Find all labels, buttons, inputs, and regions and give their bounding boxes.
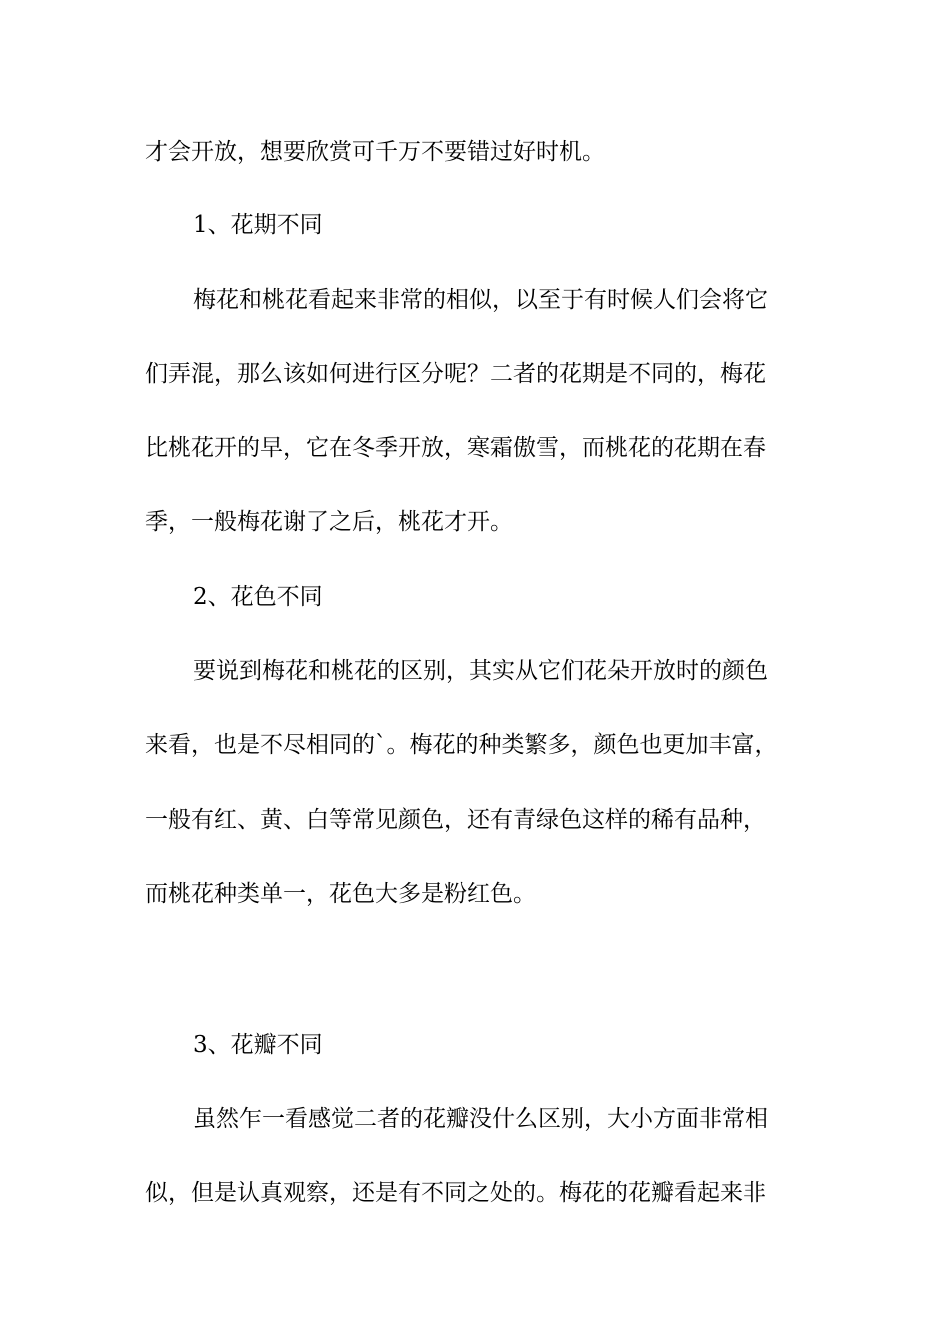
- section-heading-flowering-period: 1、花期不同: [193, 212, 323, 238]
- section-heading-petals: 3、花瓣不同: [193, 1032, 323, 1058]
- paragraph-line: 而桃花种类单一，花色大多是粉红色。: [145, 881, 536, 907]
- paragraph-line: 似，但是认真观察，还是有不同之处的。梅花的花瓣看起来非: [145, 1180, 766, 1206]
- paragraph-line: 来看，也是不尽相同的`。梅花的种类繁多，颜色也更加丰富，: [145, 732, 778, 758]
- paragraph-line: 们弄混，那么该如何进行区分呢？二者的花期是不同的，梅花: [145, 361, 766, 387]
- paragraph-line: 一般有红、黄、白等常见颜色，还有青绿色这样的稀有品种，: [145, 807, 766, 833]
- paragraph-line: 要说到梅花和桃花的区别，其实从它们花朵开放时的颜色: [193, 658, 768, 684]
- paragraph-line: 才会开放，想要欣赏可千万不要错过好时机。: [145, 139, 605, 165]
- section-heading-flower-color: 2、花色不同: [193, 584, 323, 610]
- paragraph-line: 虽然乍一看感觉二者的花瓣没什么区别，大小方面非常相: [193, 1106, 768, 1132]
- paragraph-line: 梅花和桃花看起来非常的相似，以至于有时候人们会将它: [193, 287, 768, 313]
- paragraph-line: 季，一般梅花谢了之后，桃花才开。: [145, 509, 513, 535]
- paragraph-line: 比桃花开的早，它在冬季开放，寒霜傲雪，而桃花的花期在春: [145, 435, 766, 461]
